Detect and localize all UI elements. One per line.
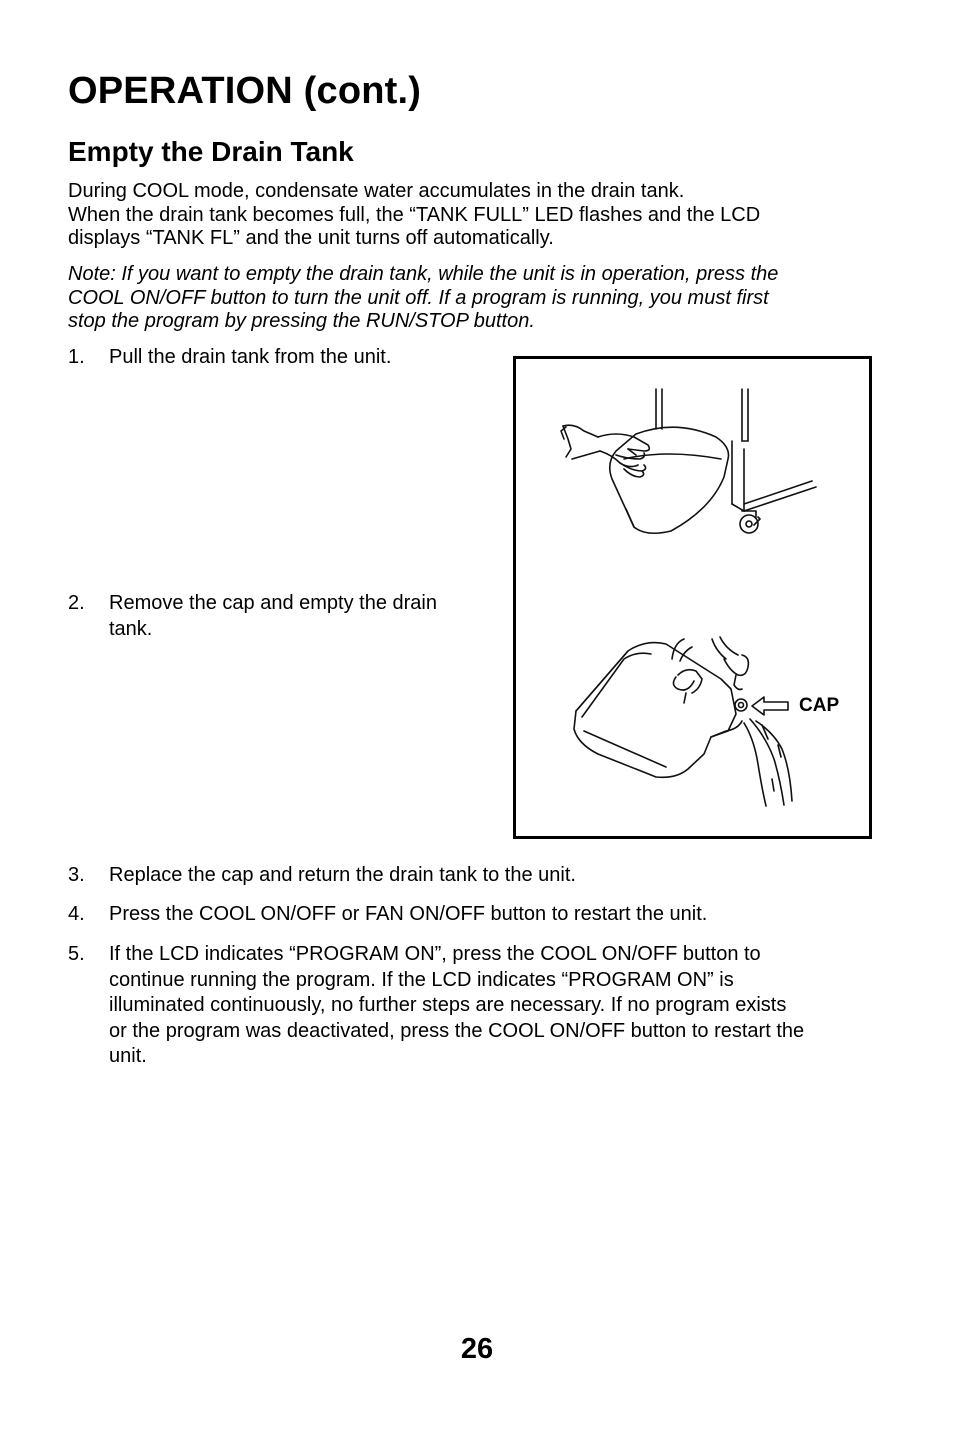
step-line: or the program was deactivated, press the COOL ON/OFF button to restart the [109,1019,805,1042]
step-line: illuminated continuously, no further steps are necessary. If no program exists [109,994,787,1016]
step-number: 3. [68,864,85,886]
cap-label: CAP [799,695,840,716]
empty-tank-drawing [574,637,792,806]
step-text: Pull the drain tank from the unit. [109,346,392,368]
step-number: 2. [68,592,85,614]
intro-line: displays “TANK FL” and the unit turns off automatically. [68,227,554,249]
note-paragraph [68,263,898,334]
step-line: unit. [109,1045,147,1067]
intro-paragraph [68,180,898,251]
section-title: Empty the Drain Tank [68,136,354,167]
drain-tank-illustration [513,356,872,839]
step-number: 5. [68,943,85,965]
step-number: 1. [68,346,85,368]
pull-tank-drawing [561,389,816,533]
intro-line: During COOL mode, condensate water accumulates in the drain tank. [68,180,685,202]
step-text: Replace the cap and return the drain tank to the unit. [109,864,576,886]
note-line: stop the program by pressing the RUN/STOP button. [68,310,535,332]
step-line: If the LCD indicates “PROGRAM ON”, press the COOL ON/OFF button to [109,943,761,965]
illustration-drawing [516,359,869,836]
step-text [109,591,437,642]
intro-line: When the drain tank becomes full, the “TANK FULL” LED flashes and the LCD [68,203,761,226]
step-number: 4. [68,903,85,925]
note-line: COOL ON/OFF button to turn the unit off. If a program is running, you must first [68,286,769,309]
note-line: Note: If you want to empty the drain tank, while the unit is in operation, press the [68,263,779,285]
step-text [109,942,804,1070]
step-line: continue running the program. If the LCD indicates “PROGRAM ON” is [109,968,734,991]
step-line: Remove the cap and empty the drain [109,592,437,614]
step-text: Press the COOL ON/OFF or FAN ON/OFF button to restart the unit. [109,903,708,925]
page-number: 26 [460,1333,494,1365]
page-title: OPERATION (cont.) [68,70,422,112]
step-line: tank. [109,617,153,640]
